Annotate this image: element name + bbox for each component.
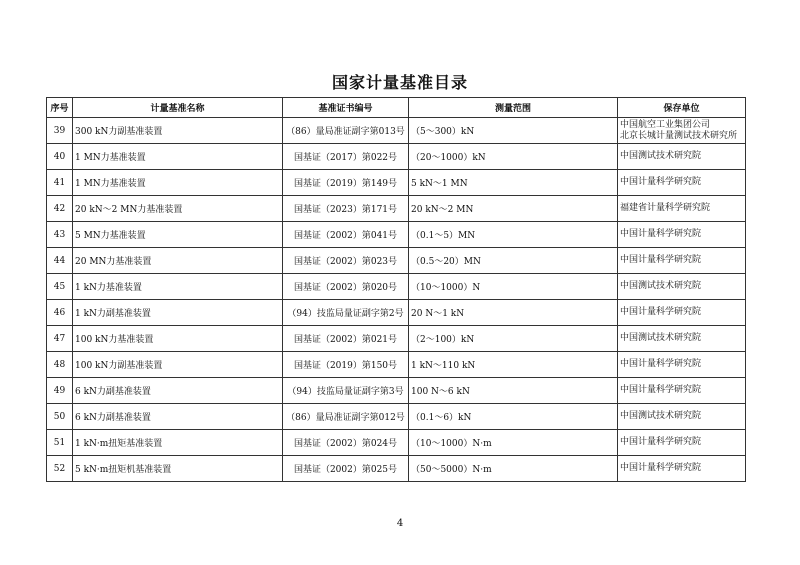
cell-measurement-range: （0.1～5）MN <box>409 222 618 248</box>
cell-measurement-range: （5～300）kN <box>409 118 618 144</box>
table-row <box>47 352 746 378</box>
cell-standard-name: 100 kN力副基准装置 <box>73 352 283 378</box>
cell-serial-number: 40 <box>47 144 73 170</box>
table-row <box>47 196 746 222</box>
cell-certificate-number: 国基证（2017）第022号 <box>283 144 409 170</box>
cell-certificate-number: 国基证（2019）第149号 <box>283 170 409 196</box>
page-number: 4 <box>396 518 404 529</box>
cell-certificate-number: 国基证（2002）第020号 <box>283 274 409 300</box>
cell-standard-name: 5 kN·m扭矩机基准装置 <box>73 456 283 482</box>
cell-measurement-range: 1 kN～110 kN <box>409 352 618 378</box>
custodian-line: 福建省计量科学研究院 <box>620 203 711 213</box>
table-row <box>47 300 746 326</box>
cell-measurement-range: 100 N～6 kN <box>409 378 618 404</box>
cell-measurement-range: （10～1000）N·m <box>409 430 618 456</box>
header-serial-number: 序号 <box>47 98 73 118</box>
cell-serial-number: 43 <box>47 222 73 248</box>
cell-measurement-range: （20～1000）kN <box>409 144 618 170</box>
cell-custodian <box>618 404 746 430</box>
cell-measurement-range: （0.1～6）kN <box>409 404 618 430</box>
table-row <box>47 144 746 170</box>
cell-certificate-number: 国基证（2002）第024号 <box>283 430 409 456</box>
custodian-line: 中国测试技术研究院 <box>620 281 702 291</box>
custodian-line: 中国测试技术研究院 <box>620 333 702 343</box>
cell-standard-name: 1 MN力基准装置 <box>73 144 283 170</box>
header-standard-name: 计量基准名称 <box>73 98 283 118</box>
cell-measurement-range: （10～1000）N <box>409 274 618 300</box>
cell-certificate-number: 国基证（2002）第041号 <box>283 222 409 248</box>
custodian-line: 中国计量科学研究院 <box>620 177 702 187</box>
cell-certificate-number: 国基证（2019）第150号 <box>283 352 409 378</box>
cell-standard-name: 6 kN力副基准装置 <box>73 404 283 430</box>
table-row <box>47 118 746 144</box>
cell-custodian <box>618 378 746 404</box>
cell-serial-number: 42 <box>47 196 73 222</box>
cell-standard-name: 1 kN力基准装置 <box>73 274 283 300</box>
table-row <box>47 326 746 352</box>
cell-certificate-number: 国基证（2023）第171号 <box>283 196 409 222</box>
cell-custodian <box>618 352 746 378</box>
cell-measurement-range: 20 kN～2 MN <box>409 196 618 222</box>
cell-custodian <box>618 300 746 326</box>
table-header-row <box>47 98 746 118</box>
cell-certificate-number: 国基证（2002）第025号 <box>283 456 409 482</box>
table-row <box>47 274 746 300</box>
custodian-line: 中国计量科学研究院 <box>620 385 702 395</box>
custodian-line: 中国测试技术研究院 <box>620 151 702 161</box>
table-row <box>47 404 746 430</box>
custodian-line: 中国测试技术研究院 <box>620 411 702 421</box>
cell-serial-number: 45 <box>47 274 73 300</box>
cell-certificate-number: （86）量局准证副字第013号 <box>283 118 409 144</box>
cell-serial-number: 50 <box>47 404 73 430</box>
cell-serial-number: 48 <box>47 352 73 378</box>
table-row <box>47 430 746 456</box>
cell-custodian <box>618 144 746 170</box>
cell-certificate-number: 国基证（2002）第023号 <box>283 248 409 274</box>
cell-serial-number: 44 <box>47 248 73 274</box>
table-row <box>47 378 746 404</box>
cell-measurement-range: （2～100）kN <box>409 326 618 352</box>
cell-serial-number: 51 <box>47 430 73 456</box>
cell-custodian <box>618 222 746 248</box>
cell-measurement-range: （50～5000）N·m <box>409 456 618 482</box>
cell-measurement-range: 5 kN～1 MN <box>409 170 618 196</box>
cell-serial-number: 39 <box>47 118 73 144</box>
cell-certificate-number: （86）量局准证副字第012号 <box>283 404 409 430</box>
table-row <box>47 248 746 274</box>
custodian-line: 北京长城计量测试技术研究所 <box>620 130 738 141</box>
cell-standard-name: 1 kN力副基准装置 <box>73 300 283 326</box>
cell-certificate-number: （94）技监局量证副字第3号 <box>283 378 409 404</box>
cell-serial-number: 41 <box>47 170 73 196</box>
custodian-line: 中国航空工业集团公司 <box>620 119 711 130</box>
header-certificate-number: 基准证书编号 <box>283 98 409 118</box>
cell-custodian <box>618 170 746 196</box>
cell-serial-number: 49 <box>47 378 73 404</box>
cell-serial-number: 47 <box>47 326 73 352</box>
cell-standard-name: 20 kN～2 MN力基准装置 <box>73 196 283 222</box>
cell-custodian <box>618 326 746 352</box>
cell-serial-number: 52 <box>47 456 73 482</box>
custodian-line: 中国计量科学研究院 <box>620 307 702 317</box>
cell-certificate-number: （94）技监局量证副字第2号 <box>283 300 409 326</box>
cell-custodian <box>618 430 746 456</box>
cell-custodian <box>618 196 746 222</box>
cell-standard-name: 300 kN力副基准装置 <box>73 118 283 144</box>
standards-table <box>46 97 746 482</box>
custodian-line: 中国计量科学研究院 <box>620 463 702 473</box>
cell-custodian <box>618 118 746 144</box>
cell-measurement-range: 20 N～1 kN <box>409 300 618 326</box>
cell-standard-name: 1 kN·m扭矩基准装置 <box>73 430 283 456</box>
cell-certificate-number: 国基证（2002）第021号 <box>283 326 409 352</box>
cell-standard-name: 5 MN力基准装置 <box>73 222 283 248</box>
header-custodian: 保存单位 <box>618 98 746 118</box>
custodian-line: 中国计量科学研究院 <box>620 437 702 447</box>
cell-custodian <box>618 248 746 274</box>
custodian-line: 中国计量科学研究院 <box>620 255 702 265</box>
cell-measurement-range: （0.5～20）MN <box>409 248 618 274</box>
custodian-line: 中国计量科学研究院 <box>620 229 702 239</box>
header-measurement-range: 测量范围 <box>409 98 618 118</box>
cell-standard-name: 100 kN力基准装置 <box>73 326 283 352</box>
table-row <box>47 170 746 196</box>
cell-standard-name: 6 kN力副基准装置 <box>73 378 283 404</box>
cell-serial-number: 46 <box>47 300 73 326</box>
table-row <box>47 222 746 248</box>
cell-custodian <box>618 456 746 482</box>
page-title: 国家计量基准目录 <box>331 73 468 92</box>
custodian-line: 中国计量科学研究院 <box>620 359 702 369</box>
cell-custodian <box>618 274 746 300</box>
cell-standard-name: 1 MN力基准装置 <box>73 170 283 196</box>
table-row <box>47 456 746 482</box>
cell-standard-name: 20 MN力基准装置 <box>73 248 283 274</box>
